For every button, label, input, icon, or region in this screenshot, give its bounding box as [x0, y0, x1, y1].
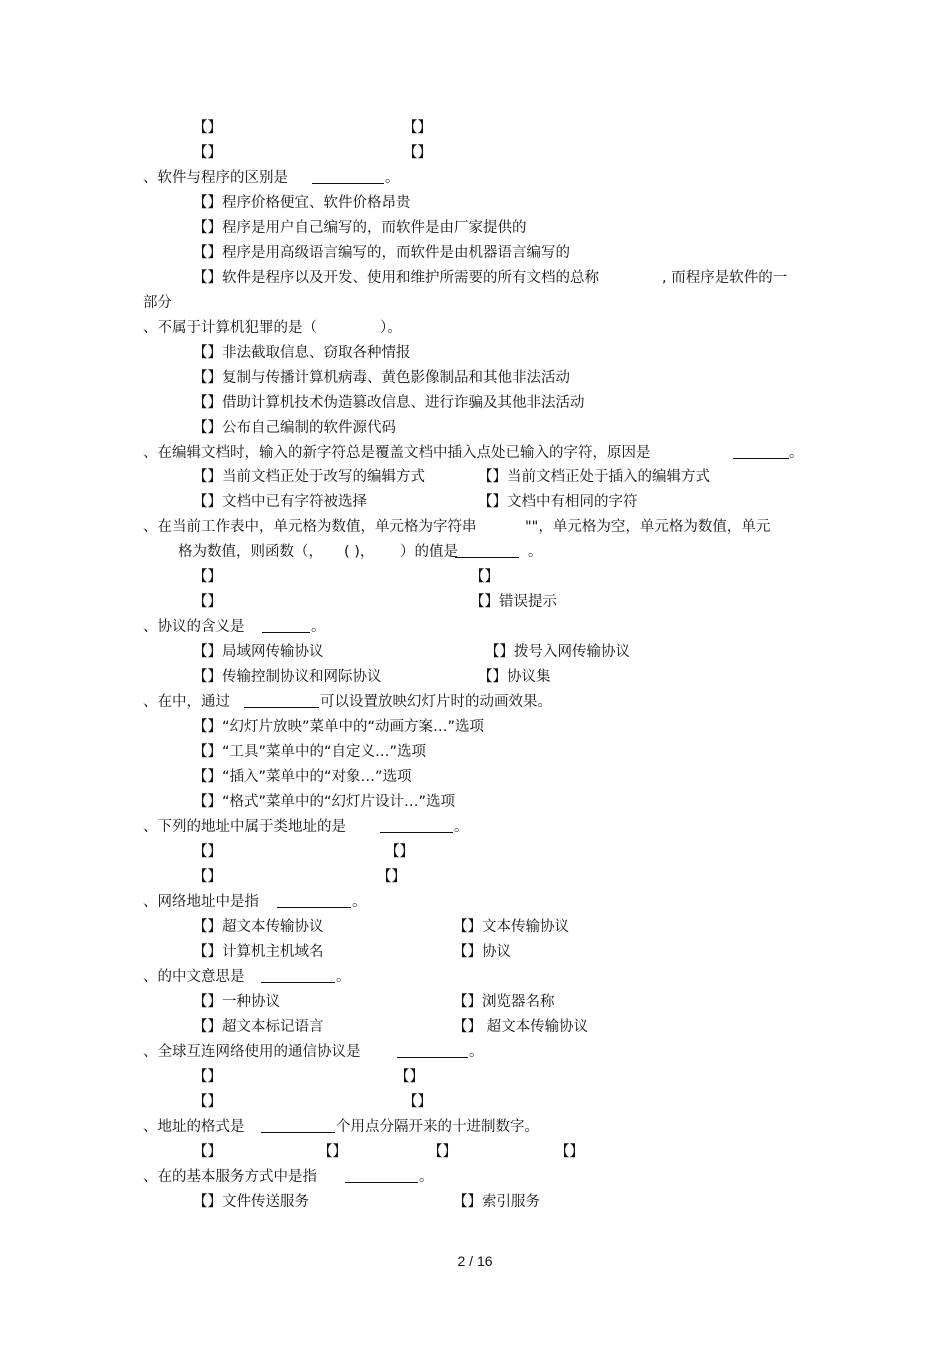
text-line: 【】浏览器名称: [453, 994, 555, 1010]
answer-blank: [261, 1117, 335, 1139]
text-line: 、全球互连网络使用的通信协议是: [143, 1044, 361, 1060]
text-line: 【】文档中有相同的字符: [478, 494, 638, 510]
text-line: 、的中文意思是: [143, 969, 245, 985]
page-number: 2 / 16: [457, 1253, 493, 1269]
text-line: 【】: [403, 120, 432, 136]
text-line: 【】: [318, 1144, 347, 1160]
text-line: 【】文件传送服务: [193, 1194, 309, 1210]
text-line: 、地址的格式是: [143, 1119, 245, 1135]
text-line: 【】非法截取信息、窃取各种情报: [193, 345, 411, 361]
text-line: 、网络地址中是指: [143, 894, 259, 910]
text-line: 格为数值，则函数（，: [178, 544, 323, 560]
text-line: 、协议的含义是: [143, 619, 245, 635]
text-line: 、下列的地址中属于类地址的是: [143, 819, 346, 835]
answer-blank: [733, 443, 789, 465]
text-line: 【】计算机主机域名: [193, 944, 324, 960]
text-line: 【】文档中已有字符被选择: [193, 494, 367, 510]
text-line: 【】: [555, 1144, 584, 1160]
text-line: 【】: [395, 1069, 424, 1085]
text-line: 。: [336, 969, 351, 985]
text-line: 【】: [470, 569, 499, 585]
answer-blank: [262, 617, 310, 639]
text-line: 【】程序是用户自己编写的，而软件是由厂家提供的: [193, 220, 527, 236]
text-line: 【】协议: [453, 944, 511, 960]
answer-blank: [397, 1042, 468, 1064]
text-line: 【】错误提示: [470, 594, 557, 610]
text-line: 【】局域网传输协议: [193, 644, 324, 660]
answer-blank: [244, 692, 319, 714]
text-line: 【】: [193, 145, 222, 161]
text-line: 。: [419, 1169, 434, 1185]
text-line: 。: [454, 819, 469, 835]
text-line: 【】: [193, 869, 222, 885]
text-line: 【】: [403, 1094, 432, 1110]
text-line: 【】“幻灯片放映”菜单中的“动画方案…”选项: [193, 719, 485, 735]
text-line: 。: [528, 544, 543, 560]
text-line: 、在的基本服务方式中是指: [143, 1169, 317, 1185]
text-line: 个用点分隔开来的十进制数字。: [336, 1119, 539, 1135]
answer-blank: [277, 892, 351, 914]
text-line: 。: [469, 1044, 484, 1060]
text-line: 【】复制与传播计算机病毒、黄色影像制品和其他非法活动: [193, 370, 570, 386]
text-line: 【】: [428, 1144, 457, 1160]
text-line: 【】协议集: [478, 669, 551, 685]
text-line: 【】索引服务: [453, 1194, 540, 1210]
text-line: 【】“插入”菜单中的“对象…”选项: [193, 769, 412, 785]
text-line: 【】: [403, 145, 432, 161]
text-line: 、在编辑文档时，输入的新字符总是覆盖文档中插入点处已输入的字符，原因是: [143, 445, 651, 461]
text-line: , 而程序是软件的一: [662, 270, 788, 286]
text-line: 【】传输控制协议和网际协议: [193, 669, 382, 685]
text-line: 【】拨号入网传输协议: [485, 644, 630, 660]
text-line: 【】一种协议: [193, 994, 280, 1010]
text-line: 部分: [143, 295, 172, 311]
text-line: 【】超文本标记语言: [193, 1019, 324, 1035]
text-line: 【】当前文档正处于插入的编辑方式: [478, 469, 710, 485]
text-line: 、不属于计算机犯罪的是（: [143, 320, 317, 336]
text-line: 【】程序价格便宜、软件价格昂贵: [193, 195, 411, 211]
text-line: 【】当前文档正处于改写的编辑方式: [193, 469, 425, 485]
text-line: 【】: [385, 844, 414, 860]
text-line: 【】: [193, 569, 222, 585]
text-line: 【】: [193, 844, 222, 860]
text-line: 可以设置放映幻灯片时的动画效果。: [320, 694, 552, 710]
text-line: 。: [311, 619, 326, 635]
text-line: ）。: [380, 320, 402, 336]
text-line: ( )，: [344, 544, 375, 560]
text-line: 【】借助计算机技术伪造篡改信息、进行诈骗及其他非法活动: [193, 395, 585, 411]
text-line: 【】: [193, 1094, 222, 1110]
text-line: ""，单元格为空，单元格为数值，单元: [525, 519, 771, 535]
text-line: 【】: [193, 594, 222, 610]
answer-blank: [455, 542, 519, 564]
text-line: 。: [789, 445, 804, 461]
text-line: 、软件与程序的区别是: [143, 170, 288, 186]
text-line: 【】 超文本传输协议: [453, 1019, 589, 1035]
text-line: 【】: [193, 1144, 222, 1160]
text-line: 【】超文本传输协议: [193, 919, 324, 935]
text-line: 、在当前工作表中，单元格为数值，单元格为字符串: [143, 519, 477, 535]
answer-blank: [345, 1167, 418, 1189]
text-line: 、在中，通过: [143, 694, 230, 710]
answer-blank: [312, 168, 384, 190]
text-line: 【】: [193, 120, 222, 136]
text-line: 【】公布自己编制的软件源代码: [193, 420, 396, 436]
text-line: 【】文本传输协议: [453, 919, 569, 935]
text-line: 【】“工具”菜单中的“自定义…”选项: [193, 744, 427, 760]
text-line: 。: [352, 894, 367, 910]
text-line: 【】: [193, 1069, 222, 1085]
text-line: ）的值是: [400, 544, 458, 560]
answer-blank: [380, 817, 453, 839]
text-line: 【】“格式”菜单中的“幻灯片设计…”选项: [193, 794, 456, 810]
text-line: 。: [385, 170, 400, 186]
text-line: 【】程序是用高级语言编写的，而软件是由机器语言编写的: [193, 245, 570, 261]
text-line: 【】: [377, 869, 406, 885]
text-line: 【】软件是程序以及开发、使用和维护所需要的所有文档的总称: [193, 270, 599, 286]
answer-blank: [261, 967, 335, 989]
